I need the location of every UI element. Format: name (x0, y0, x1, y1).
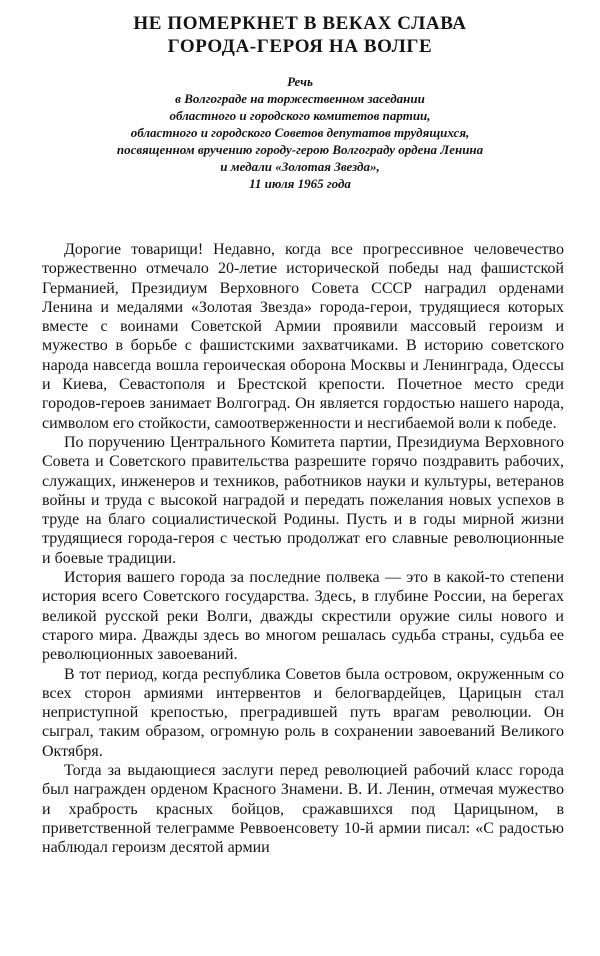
subtitle-line: и медали «Золотая Звезда», (220, 159, 380, 174)
document-title-line-1: НЕ ПОМЕРКНЕТ В ВЕКАХ СЛАВА (133, 13, 467, 34)
subtitle-line: Речь (287, 74, 313, 89)
paragraph: По поручению Центрального Комитета партии, Президиума Верховного Совета и Советского правительства разрешите горячо поздравить рабочих, служащих, инженеров и техников, работников науки и культуры, ветеранов войны и труда с высокой наградой и передать пожелания новых успехов в труде на благо социалистической Родины. Пусть и в годы мирной жизни трудящиеся города-героя с честью продолжат его славные революционные и боевые традиции. (42, 433, 564, 567)
paragraph: Дорогие товарищи! Недавно, когда все прогрессивное человечество торжественно отмечало 20-летие исторической победы над фашистской Германией, Президиум Верховного Совета СССР наградил орденами Ленина и медалями «Золотая Звезда» города-герои, трудящиеся которых вместе с воинами Советской Армии проявили массовый героизм и мужество в борьбе с фашистскими захватчиками. В историю советского народа навсегда вошла героическая оборона Москвы и Ленинграда, Одессы и Киева, Севастополя и Брестской крепости. Почетное место среди городов-героев занимает Волгоград. Он является гордостью нашего народа, символом его стойкости, самоотверженности и несгибаемой воли к победе. (42, 241, 564, 432)
speech-body (42, 240, 564, 858)
paragraph: Тогда за выдающиеся заслуги перед революцией рабочий класс города был награжден орденом Красного Знамени. В. И. Ленин, отмечая мужество и храбрость красных бойцов, сражавшихся под Царицыном, в приветственной телеграмме Реввоенсовету 10-й армии писал: «С радостью наблюдал героизм десятой армии (42, 762, 564, 857)
subtitle-line: в Волгограде на торжественном заседании (175, 91, 425, 106)
speech-subtitle (0, 73, 600, 192)
speech-date: 11 июля 1965 года (249, 176, 351, 191)
paragraph: История вашего города за последние полвека — это в какой-то степени история всего Советского государства. Здесь, в глубине России, на берегах великой русской реки Волги, дважды скрестили оружие силы нового и старого мира. Дважды здесь во многом решалась судьба страны, судьба ее революционных завоеваний. (42, 569, 564, 664)
paragraph: В тот период, когда республика Советов была островом, окруженным со всех сторон армиями интервентов и белогвардейцев, Царицын стал неприступной крепостью, преградившей путь врагам революции. Он сыграл, таким образом, огромную роль в сохранении завоеваний Великого Октября. (42, 665, 564, 760)
subtitle-line: областного и городского Советов депутатов трудящихся, (130, 125, 470, 140)
subtitle-line: посвященном вручению городу-герою Волгограду ордена Ленина (116, 142, 484, 157)
subtitle-line: областного и городского комитетов партии, (169, 108, 431, 123)
document-title-line-2: ГОРОДА-ГЕРОЯ НА ВОЛГЕ (167, 36, 433, 57)
